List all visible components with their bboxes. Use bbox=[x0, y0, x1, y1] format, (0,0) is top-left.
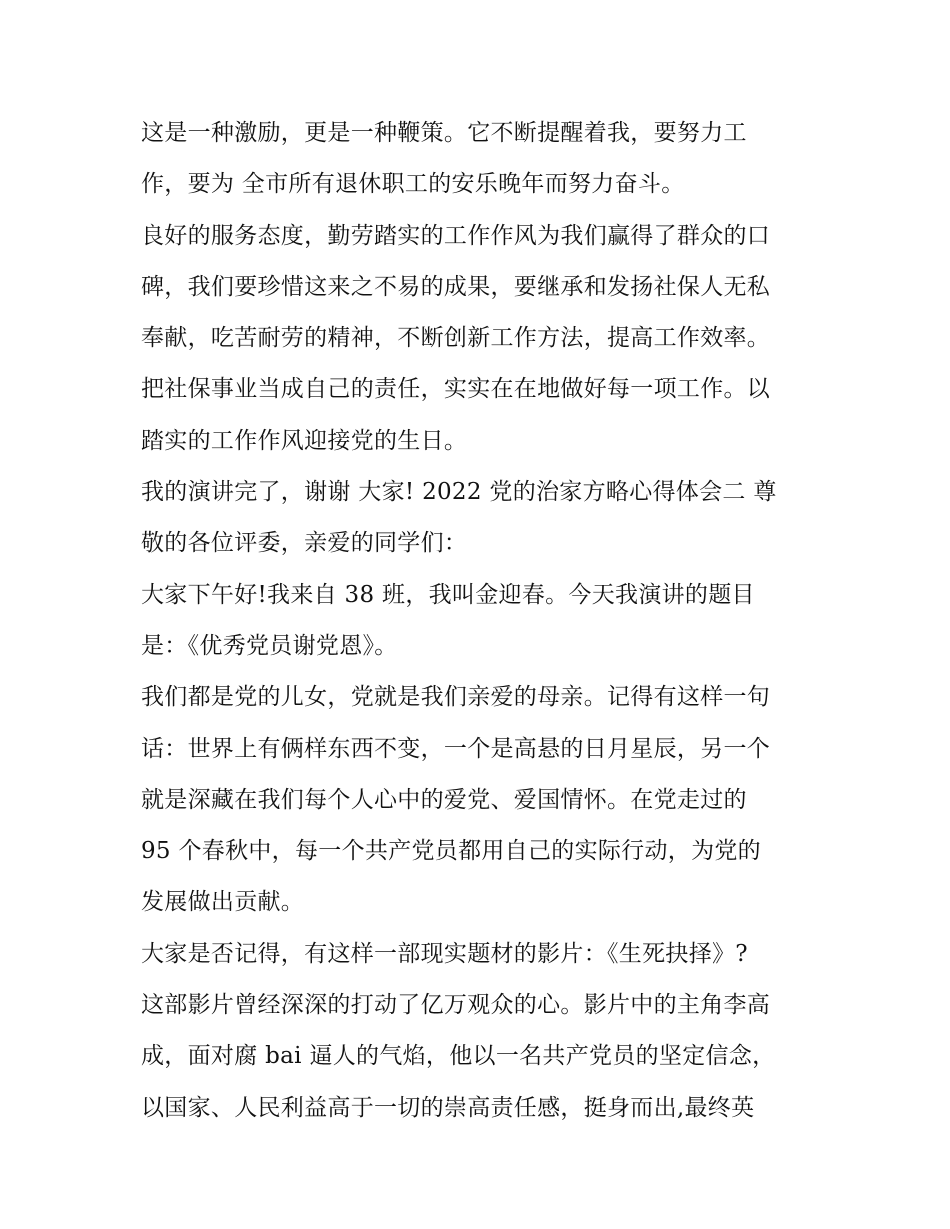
text-line: 成，面对腐 bai 逼人的气焰，他以一名共产党员的坚定信念， bbox=[141, 1043, 776, 1070]
text-line: 大家是否记得，有这样一部现实题材的影片：《生死抉择》? bbox=[141, 940, 748, 967]
text-line: 就是深藏在我们每个人心中的爱党、爱国情怀。在党走过的 bbox=[141, 786, 747, 813]
text-line: 话：世界上有俩样东西不变，一个是高悬的日月星辰，另一个 bbox=[141, 735, 771, 762]
text-line: 敬的各位评委，亲爱的同学们： bbox=[141, 530, 468, 557]
text-line: 踏实的工作作风迎接党的生日。 bbox=[141, 427, 468, 454]
text-line: 我们都是党的儿女，党就是我们亲爱的母亲。记得有这样一句 bbox=[141, 684, 771, 711]
body-text bbox=[141, 108, 821, 1134]
text-line: 这是一种激励，更是一种鞭策。它不断提醒着我，要努力工 bbox=[141, 120, 747, 146]
text-line: 这部影片曾经深深的打动了亿万观众的心。影片中的主角李高 bbox=[141, 992, 771, 1019]
text-line: 是：《优秀党员谢党恩》。 bbox=[141, 632, 398, 659]
text-line: 良好的服务态度，勤劳踏实的工作作风为我们赢得了群众的口 bbox=[141, 222, 771, 249]
text-line: 大家下午好!我来自 38 班，我叫金迎春。今天我演讲的题目 bbox=[141, 581, 755, 608]
text-line: 碑，我们要珍惜这来之不易的成果，要继承和发扬社保人无私 bbox=[141, 273, 771, 300]
text-line: 以国家、人民利益高于一切的崇高责任感，挺身而出,最终英 bbox=[141, 1094, 755, 1121]
text-line: 95 个春秋中，每一个共产党员都用自己的实际行动，为党的 bbox=[141, 838, 761, 865]
text-line: 奉献，吃苦耐劳的精神，不断创新工作方法，提高工作效率。 bbox=[141, 325, 771, 352]
text-line: 我的演讲完了，谢谢 大家! 2022 党的治家方略心得体会二 尊 bbox=[141, 479, 777, 506]
text-line: 作，要为 全市所有退休职工的安乐晚年而努力奋斗。 bbox=[141, 171, 685, 198]
text-line: 把社保事业当成自己的责任，实实在在地做好每一项工作。以 bbox=[141, 376, 771, 403]
text-line: 发展做出贡献。 bbox=[141, 889, 305, 916]
